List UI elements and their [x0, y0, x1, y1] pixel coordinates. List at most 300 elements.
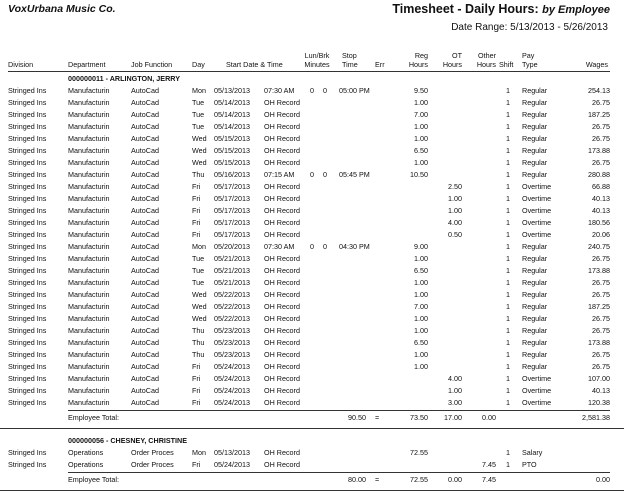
- cell-date: 05/17/2013: [214, 206, 250, 215]
- total-other-hours: 7.45: [482, 475, 496, 484]
- cell-department: Operations: [68, 448, 104, 457]
- cell-ot-hours: 4.00: [448, 218, 462, 227]
- date-range: Date Range: 5/13/2013 - 5/26/2013: [451, 22, 608, 33]
- total-rule: [68, 410, 610, 411]
- cell-division: Stringed Ins: [8, 290, 47, 299]
- cell-shift: 1: [506, 110, 510, 119]
- cell-shift: 1: [506, 374, 510, 383]
- cell-wages: 26.75: [592, 326, 610, 335]
- cell-division: Stringed Ins: [8, 134, 47, 143]
- cell-start-time: OH Record: [264, 278, 300, 287]
- cell-day: Tue: [192, 110, 205, 119]
- employee-total-label: Employee Total:: [68, 475, 120, 484]
- cell-reg-hours: 72.55: [410, 448, 428, 457]
- col-reg-1: Reg: [414, 51, 428, 60]
- cell-division: Stringed Ins: [8, 460, 47, 469]
- cell-division: Stringed Ins: [8, 314, 47, 323]
- cell-job-function: AutoCad: [131, 338, 159, 347]
- cell-division: Stringed Ins: [8, 86, 47, 95]
- cell-wages: 26.75: [592, 350, 610, 359]
- cell-date: 05/21/2013: [214, 266, 250, 275]
- cell-pay-type: Regular: [522, 98, 548, 107]
- cell-reg-hours: 9.50: [414, 86, 428, 95]
- cell-wages: 26.75: [592, 122, 610, 131]
- cell-shift: 1: [506, 146, 510, 155]
- cell-wages: 40.13: [592, 386, 610, 395]
- cell-department: Manufacturin: [68, 122, 110, 131]
- col-pay-type-1: Pay: [522, 51, 535, 60]
- cell-division: Stringed Ins: [8, 350, 47, 359]
- cell-day: Fri: [192, 194, 201, 203]
- cell-pay-type: PTO: [522, 460, 537, 469]
- total-reg-hours: 73.50: [410, 413, 428, 422]
- cell-start-time: OH Record: [264, 206, 300, 215]
- cell-division: Stringed Ins: [8, 194, 47, 203]
- cell-pay-type: Regular: [522, 314, 548, 323]
- cell-date: 05/21/2013: [214, 278, 250, 287]
- cell-shift: 1: [506, 314, 510, 323]
- cell-wages: 26.75: [592, 98, 610, 107]
- cell-wages: 26.75: [592, 134, 610, 143]
- cell-shift: 1: [506, 158, 510, 167]
- cell-department: Manufacturin: [68, 230, 110, 239]
- cell-shift: 1: [506, 302, 510, 311]
- cell-wages: 26.75: [592, 314, 610, 323]
- cell-job-function: AutoCad: [131, 170, 159, 179]
- cell-pay-type: Regular: [522, 362, 548, 371]
- cell-job-function: AutoCad: [131, 230, 159, 239]
- cell-job-function: AutoCad: [131, 398, 159, 407]
- cell-shift: 1: [506, 326, 510, 335]
- cell-pay-type: Regular: [522, 86, 548, 95]
- header-rule: [8, 71, 610, 72]
- cell-start-time: 07:15 AM: [264, 170, 295, 179]
- cell-division: Stringed Ins: [8, 362, 47, 371]
- cell-start-time: OH Record: [264, 134, 300, 143]
- company-name: VoxUrbana Music Co.: [8, 3, 116, 15]
- cell-reg-hours: 1.00: [414, 290, 428, 299]
- cell-division: Stringed Ins: [8, 182, 47, 191]
- cell-shift: 1: [506, 448, 510, 457]
- cell-job-function: AutoCad: [131, 350, 159, 359]
- cell-date: 05/17/2013: [214, 230, 250, 239]
- cell-reg-hours: 1.00: [414, 158, 428, 167]
- cell-start-time: OH Record: [264, 338, 300, 347]
- report-title: [392, 2, 610, 16]
- cell-wages: 173.88: [588, 146, 610, 155]
- col-stop-2: Time: [342, 60, 358, 69]
- cell-day: Mon: [192, 448, 206, 457]
- cell-pay-type: Overtime: [522, 398, 552, 407]
- cell-wages: 26.75: [592, 254, 610, 263]
- cell-job-function: AutoCad: [131, 218, 159, 227]
- total-lun-brk: 80.00: [348, 475, 366, 484]
- cell-date: 05/23/2013: [214, 350, 250, 359]
- cell-department: Manufacturin: [68, 182, 110, 191]
- cell-pay-type: Regular: [522, 350, 548, 359]
- cell-department: Operations: [68, 460, 104, 469]
- cell-department: Manufacturin: [68, 146, 110, 155]
- cell-start-time: OH Record: [264, 302, 300, 311]
- cell-date: 05/15/2013: [214, 158, 250, 167]
- cell-day: Fri: [192, 386, 201, 395]
- cell-department: Manufacturin: [68, 242, 110, 251]
- cell-start-time: OH Record: [264, 194, 300, 203]
- section-rule: [0, 428, 624, 429]
- col-other: [466, 51, 496, 69]
- cell-start-time: OH Record: [264, 158, 300, 167]
- cell-job-function: AutoCad: [131, 362, 159, 371]
- cell-date: 05/22/2013: [214, 314, 250, 323]
- cell-shift: 1: [506, 278, 510, 287]
- cell-day: Tue: [192, 254, 205, 263]
- cell-brk: 0: [323, 242, 327, 251]
- cell-division: Stringed Ins: [8, 158, 47, 167]
- cell-job-function: AutoCad: [131, 314, 159, 323]
- cell-department: Manufacturin: [68, 350, 110, 359]
- cell-start-time: OH Record: [264, 218, 300, 227]
- total-other-hours: 0.00: [482, 413, 496, 422]
- col-stop: [342, 51, 358, 69]
- cell-ot-hours: 1.00: [448, 194, 462, 203]
- cell-wages: 180.56: [588, 218, 610, 227]
- cell-brk: 0: [323, 170, 327, 179]
- cell-shift: 1: [506, 398, 510, 407]
- cell-division: Stringed Ins: [8, 206, 47, 215]
- cell-day: Tue: [192, 98, 205, 107]
- col-ot-1: OT: [452, 51, 462, 60]
- total-err: =: [375, 413, 380, 422]
- cell-division: Stringed Ins: [8, 98, 47, 107]
- col-ot-2: Hours: [442, 60, 462, 69]
- cell-shift: 1: [506, 98, 510, 107]
- cell-department: Manufacturin: [68, 302, 110, 311]
- cell-wages: 40.13: [592, 194, 610, 203]
- cell-pay-type: Regular: [522, 254, 548, 263]
- cell-start-time: OH Record: [264, 230, 300, 239]
- cell-start-time: OH Record: [264, 362, 300, 371]
- cell-start-time: 07:30 AM: [264, 242, 295, 251]
- cell-pay-type: Regular: [522, 302, 548, 311]
- cell-day: Wed: [192, 314, 207, 323]
- cell-division: Stringed Ins: [8, 338, 47, 347]
- col-lun-brk: [298, 51, 336, 69]
- cell-department: Manufacturin: [68, 110, 110, 119]
- col-wages: Wages: [585, 60, 608, 69]
- cell-shift: 1: [506, 134, 510, 143]
- cell-date: 05/24/2013: [214, 374, 250, 383]
- cell-job-function: AutoCad: [131, 86, 159, 95]
- cell-start-time: OH Record: [264, 290, 300, 299]
- cell-pay-type: Overtime: [522, 194, 552, 203]
- cell-pay-type: Regular: [522, 338, 548, 347]
- cell-pay-type: Regular: [522, 278, 548, 287]
- section-rule: [0, 490, 624, 491]
- cell-ot-hours: 2.50: [448, 182, 462, 191]
- cell-division: Stringed Ins: [8, 266, 47, 275]
- total-err: =: [375, 475, 380, 484]
- total-wages: 0.00: [596, 475, 610, 484]
- cell-reg-hours: 1.00: [414, 314, 428, 323]
- cell-start-time: OH Record: [264, 326, 300, 335]
- cell-job-function: AutoCad: [131, 182, 159, 191]
- cell-day: Wed: [192, 290, 207, 299]
- cell-reg-hours: 7.00: [414, 110, 428, 119]
- cell-ot-hours: 4.00: [448, 374, 462, 383]
- cell-ot-hours: 1.00: [448, 206, 462, 215]
- report-title-main: Timesheet - Daily Hours:: [392, 2, 543, 16]
- cell-pay-type: Overtime: [522, 206, 552, 215]
- cell-pay-type: Overtime: [522, 218, 552, 227]
- cell-department: Manufacturin: [68, 158, 110, 167]
- cell-division: Stringed Ins: [8, 448, 47, 457]
- cell-date: 05/14/2013: [214, 98, 250, 107]
- cell-reg-hours: 1.00: [414, 278, 428, 287]
- cell-reg-hours: 9.00: [414, 242, 428, 251]
- col-other-2: Hours: [476, 60, 496, 69]
- cell-date: 05/13/2013: [214, 448, 250, 457]
- cell-department: Manufacturin: [68, 206, 110, 215]
- cell-division: Stringed Ins: [8, 326, 47, 335]
- cell-shift: 1: [506, 206, 510, 215]
- cell-job-function: AutoCad: [131, 290, 159, 299]
- cell-department: Manufacturin: [68, 254, 110, 263]
- col-division: Division: [8, 60, 34, 69]
- cell-wages: 187.25: [588, 302, 610, 311]
- cell-wages: 66.88: [592, 182, 610, 191]
- cell-division: Stringed Ins: [8, 242, 47, 251]
- cell-stop: 04:30 PM: [339, 242, 370, 251]
- cell-ot-hours: 0.50: [448, 230, 462, 239]
- cell-job-function: AutoCad: [131, 146, 159, 155]
- cell-wages: 280.88: [588, 170, 610, 179]
- cell-day: Fri: [192, 182, 201, 191]
- cell-start-time: OH Record: [264, 122, 300, 131]
- cell-pay-type: Regular: [522, 242, 548, 251]
- cell-department: Manufacturin: [68, 362, 110, 371]
- cell-start-time: OH Record: [264, 350, 300, 359]
- cell-wages: 173.88: [588, 266, 610, 275]
- col-lun-brk-2: Minutes: [304, 60, 330, 69]
- col-day: Day: [192, 60, 205, 69]
- cell-start-time: OH Record: [264, 182, 300, 191]
- cell-pay-type: Regular: [522, 122, 548, 131]
- cell-job-function: Order Proces: [131, 460, 174, 469]
- col-ot: [432, 51, 462, 69]
- cell-division: Stringed Ins: [8, 110, 47, 119]
- cell-other-hours: 7.45: [482, 460, 496, 469]
- cell-division: Stringed Ins: [8, 278, 47, 287]
- cell-date: 05/17/2013: [214, 218, 250, 227]
- cell-ot-hours: 1.00: [448, 386, 462, 395]
- cell-start-time: OH Record: [264, 386, 300, 395]
- cell-start-time: OH Record: [264, 314, 300, 323]
- cell-day: Tue: [192, 278, 205, 287]
- cell-job-function: AutoCad: [131, 122, 159, 131]
- employee-name: 000000056 - CHESNEY, CHRISTINE: [68, 436, 188, 445]
- cell-pay-type: Regular: [522, 134, 548, 143]
- cell-date: 05/16/2013: [214, 170, 250, 179]
- cell-reg-hours: 1.00: [414, 254, 428, 263]
- cell-date: 05/22/2013: [214, 290, 250, 299]
- cell-department: Manufacturin: [68, 278, 110, 287]
- cell-date: 05/23/2013: [214, 338, 250, 347]
- cell-job-function: AutoCad: [131, 158, 159, 167]
- cell-division: Stringed Ins: [8, 230, 47, 239]
- cell-division: Stringed Ins: [8, 302, 47, 311]
- cell-pay-type: Regular: [522, 170, 548, 179]
- cell-department: Manufacturin: [68, 218, 110, 227]
- cell-start-time: OH Record: [264, 110, 300, 119]
- col-lun-brk-1: Lun/Brk: [304, 51, 330, 60]
- cell-department: Manufacturin: [68, 134, 110, 143]
- cell-day: Thu: [192, 326, 205, 335]
- cell-job-function: AutoCad: [131, 266, 159, 275]
- cell-job-function: Order Proces: [131, 448, 174, 457]
- cell-day: Wed: [192, 158, 207, 167]
- cell-job-function: AutoCad: [131, 110, 159, 119]
- cell-job-function: AutoCad: [131, 326, 159, 335]
- employee-total-label: Employee Total:: [68, 413, 120, 422]
- cell-date: 05/14/2013: [214, 110, 250, 119]
- cell-shift: 1: [506, 290, 510, 299]
- cell-start-time: OH Record: [264, 460, 300, 469]
- cell-pay-type: Overtime: [522, 230, 552, 239]
- cell-department: Manufacturin: [68, 314, 110, 323]
- cell-division: Stringed Ins: [8, 218, 47, 227]
- cell-date: 05/15/2013: [214, 146, 250, 155]
- cell-date: 05/13/2013: [214, 86, 250, 95]
- report-title-by: by Employee: [542, 4, 610, 16]
- cell-shift: 1: [506, 460, 510, 469]
- cell-reg-hours: 6.50: [414, 146, 428, 155]
- cell-day: Fri: [192, 374, 201, 383]
- cell-department: Manufacturin: [68, 290, 110, 299]
- col-stop-1: Stop: [342, 51, 357, 60]
- cell-reg-hours: 1.00: [414, 362, 428, 371]
- cell-division: Stringed Ins: [8, 398, 47, 407]
- cell-day: Fri: [192, 362, 201, 371]
- cell-shift: 1: [506, 230, 510, 239]
- cell-day: Fri: [192, 206, 201, 215]
- cell-start-time: 07:30 AM: [264, 86, 295, 95]
- cell-day: Tue: [192, 122, 205, 131]
- cell-stop: 05:45 PM: [339, 170, 370, 179]
- cell-day: Fri: [192, 230, 201, 239]
- cell-shift: 1: [506, 338, 510, 347]
- cell-department: Manufacturin: [68, 326, 110, 335]
- cell-reg-hours: 6.50: [414, 266, 428, 275]
- col-reg: [398, 51, 428, 69]
- cell-reg-hours: 6.50: [414, 338, 428, 347]
- cell-division: Stringed Ins: [8, 386, 47, 395]
- cell-wages: 26.75: [592, 278, 610, 287]
- cell-shift: 1: [506, 362, 510, 371]
- cell-lun: 0: [310, 86, 314, 95]
- cell-reg-hours: 1.00: [414, 350, 428, 359]
- cell-shift: 1: [506, 182, 510, 191]
- cell-department: Manufacturin: [68, 398, 110, 407]
- cell-day: Fri: [192, 460, 201, 469]
- cell-job-function: AutoCad: [131, 98, 159, 107]
- cell-wages: 187.25: [588, 110, 610, 119]
- cell-start-time: OH Record: [264, 146, 300, 155]
- cell-wages: 26.75: [592, 290, 610, 299]
- cell-start-time: OH Record: [264, 448, 300, 457]
- cell-date: 05/24/2013: [214, 460, 250, 469]
- cell-job-function: AutoCad: [131, 206, 159, 215]
- cell-reg-hours: 1.00: [414, 122, 428, 131]
- cell-pay-type: Overtime: [522, 374, 552, 383]
- col-reg-2: Hours: [408, 60, 428, 69]
- col-pay-type: [522, 51, 538, 69]
- cell-start-time: OH Record: [264, 398, 300, 407]
- cell-start-time: OH Record: [264, 266, 300, 275]
- cell-job-function: AutoCad: [131, 374, 159, 383]
- cell-date: 05/21/2013: [214, 254, 250, 263]
- cell-division: Stringed Ins: [8, 170, 47, 179]
- cell-day: Tue: [192, 266, 205, 275]
- cell-stop: 05:00 PM: [339, 86, 370, 95]
- cell-job-function: AutoCad: [131, 386, 159, 395]
- cell-shift: 1: [506, 218, 510, 227]
- cell-pay-type: Regular: [522, 266, 548, 275]
- cell-date: 05/24/2013: [214, 362, 250, 371]
- total-ot-hours: 17.00: [444, 413, 462, 422]
- cell-start-time: OH Record: [264, 374, 300, 383]
- cell-day: Mon: [192, 242, 206, 251]
- cell-wages: 120.38: [588, 398, 610, 407]
- cell-wages: 20.06: [592, 230, 610, 239]
- cell-day: Thu: [192, 170, 205, 179]
- cell-start-time: OH Record: [264, 254, 300, 263]
- cell-shift: 1: [506, 386, 510, 395]
- cell-job-function: AutoCad: [131, 194, 159, 203]
- cell-pay-type: Overtime: [522, 182, 552, 191]
- cell-date: 05/15/2013: [214, 134, 250, 143]
- cell-pay-type: Regular: [522, 146, 548, 155]
- cell-department: Manufacturin: [68, 266, 110, 275]
- cell-day: Fri: [192, 398, 201, 407]
- cell-wages: 173.88: [588, 338, 610, 347]
- cell-job-function: AutoCad: [131, 254, 159, 263]
- cell-brk: 0: [323, 86, 327, 95]
- cell-pay-type: Overtime: [522, 386, 552, 395]
- cell-wages: 26.75: [592, 158, 610, 167]
- cell-day: Wed: [192, 302, 207, 311]
- cell-department: Manufacturin: [68, 86, 110, 95]
- cell-shift: 1: [506, 350, 510, 359]
- cell-date: 05/14/2013: [214, 122, 250, 131]
- cell-pay-type: Regular: [522, 290, 548, 299]
- cell-reg-hours: 1.00: [414, 326, 428, 335]
- cell-job-function: AutoCad: [131, 134, 159, 143]
- cell-lun: 0: [310, 242, 314, 251]
- cell-shift: 1: [506, 266, 510, 275]
- cell-date: 05/17/2013: [214, 182, 250, 191]
- cell-wages: 107.00: [588, 374, 610, 383]
- cell-division: Stringed Ins: [8, 374, 47, 383]
- cell-job-function: AutoCad: [131, 242, 159, 251]
- cell-department: Manufacturin: [68, 194, 110, 203]
- cell-day: Wed: [192, 134, 207, 143]
- col-shift: Shift: [499, 60, 514, 69]
- total-wages: 2,581.38: [582, 413, 610, 422]
- col-start: Start Date & Time: [226, 60, 283, 69]
- cell-day: Mon: [192, 86, 206, 95]
- cell-job-function: AutoCad: [131, 302, 159, 311]
- cell-date: 05/20/2013: [214, 242, 250, 251]
